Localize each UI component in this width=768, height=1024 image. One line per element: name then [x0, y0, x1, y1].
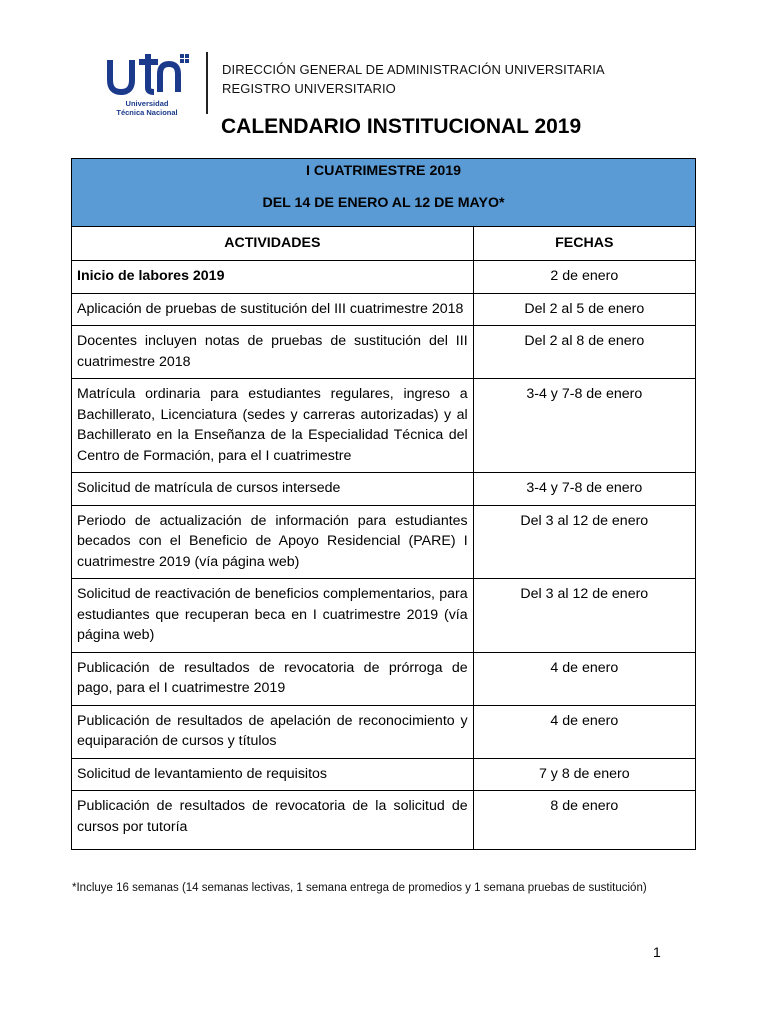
table-row [72, 473, 696, 506]
table-header-row [72, 227, 696, 261]
activity-cell: Docentes incluyen notas de pruebas de sustitución del III cuatrimestre 2018 [72, 326, 474, 379]
logo-subtitle [104, 99, 190, 117]
calendar-table [71, 158, 696, 850]
table-banner-row [72, 159, 696, 227]
date-cell: 2 de enero [473, 261, 695, 294]
logo-sub-line-1: Universidad [125, 99, 169, 108]
header-divider [206, 52, 208, 114]
activity-cell: Solicitud de matrícula de cursos intersede [72, 473, 474, 506]
table-row [72, 505, 696, 579]
date-cell: 3-4 y 7-8 de enero [473, 379, 695, 473]
org-line-1: DIRECCIÓN GENERAL DE ADMINISTRACIÓN UNIVERSITARIA [222, 62, 605, 77]
column-header-dates: FECHAS [473, 227, 695, 261]
activity-cell: Publicación de resultados de revocatoria de la solicitud de cursos por tutoría [72, 791, 474, 850]
table-row [72, 652, 696, 705]
activity-cell: Inicio de labores 2019 [72, 261, 474, 294]
date-cell: 4 de enero [473, 705, 695, 758]
table-banner [72, 159, 696, 227]
footnote: *Incluye 16 semanas (14 semanas lectivas, 1 semana entrega de promedios y 1 semana pruebas de sustitución) [72, 882, 647, 894]
column-header-activities: ACTIVIDADES [72, 227, 474, 261]
banner-line-1: I CUATRIMESTRE 2019 [305, 163, 462, 179]
banner-line-2: DEL 14 DE ENERO AL 12 DE MAYO* [262, 195, 505, 211]
date-cell: Del 3 al 12 de enero [473, 505, 695, 579]
date-cell: Del 2 al 5 de enero [473, 293, 695, 326]
table-row [72, 579, 696, 653]
date-cell: 4 de enero [473, 652, 695, 705]
date-cell: Del 2 al 8 de enero [473, 326, 695, 379]
table-row [72, 758, 696, 791]
logo-sub-line-2: Técnica Nacional [116, 108, 178, 117]
page-number: 1 [653, 944, 661, 960]
date-cell: 8 de enero [473, 791, 695, 850]
date-cell: Del 3 al 12 de enero [473, 579, 695, 653]
date-cell: 7 y 8 de enero [473, 758, 695, 791]
utn-logo-mark [106, 52, 190, 98]
table-row [72, 261, 696, 294]
activity-cell: Solicitud de levantamiento de requisitos [72, 758, 474, 791]
table-row [72, 791, 696, 850]
activity-cell: Periodo de actualización de información para estudiantes becados con el Beneficio de Apoyo Residencial (PARE) I cuatrimestre 2019 (vía página web) [72, 505, 474, 579]
org-line-2: REGISTRO UNIVERSITARIO [222, 81, 396, 96]
table-row [72, 293, 696, 326]
activity-cell: Solicitud de reactivación de beneficios complementarios, para estudiantes que recuperan beca en I cuatrimestre 2019 (vía página web) [72, 579, 474, 653]
table-row [72, 705, 696, 758]
table-row [72, 326, 696, 379]
page-title: CALENDARIO INSTITUCIONAL 2019 [221, 115, 582, 138]
activity-cell: Publicación de resultados de apelación de reconocimiento y equiparación de cursos y títulos [72, 705, 474, 758]
date-cell: 3-4 y 7-8 de enero [473, 473, 695, 506]
table-row [72, 379, 696, 473]
activity-cell: Aplicación de pruebas de sustitución del III cuatrimestre 2018 [72, 293, 474, 326]
activity-cell: Publicación de resultados de revocatoria de prórroga de pago, para el I cuatrimestre 2019 [72, 652, 474, 705]
utn-logo [104, 52, 190, 122]
activity-cell: Matrícula ordinaria para estudiantes regulares, ingreso a Bachillerato, Licenciatura (sedes y carreras autorizadas) y al Bachillerato en la Enseñanza de la Especialidad Técnica del Centro de Formación, para el I cuatrimestre [72, 379, 474, 473]
